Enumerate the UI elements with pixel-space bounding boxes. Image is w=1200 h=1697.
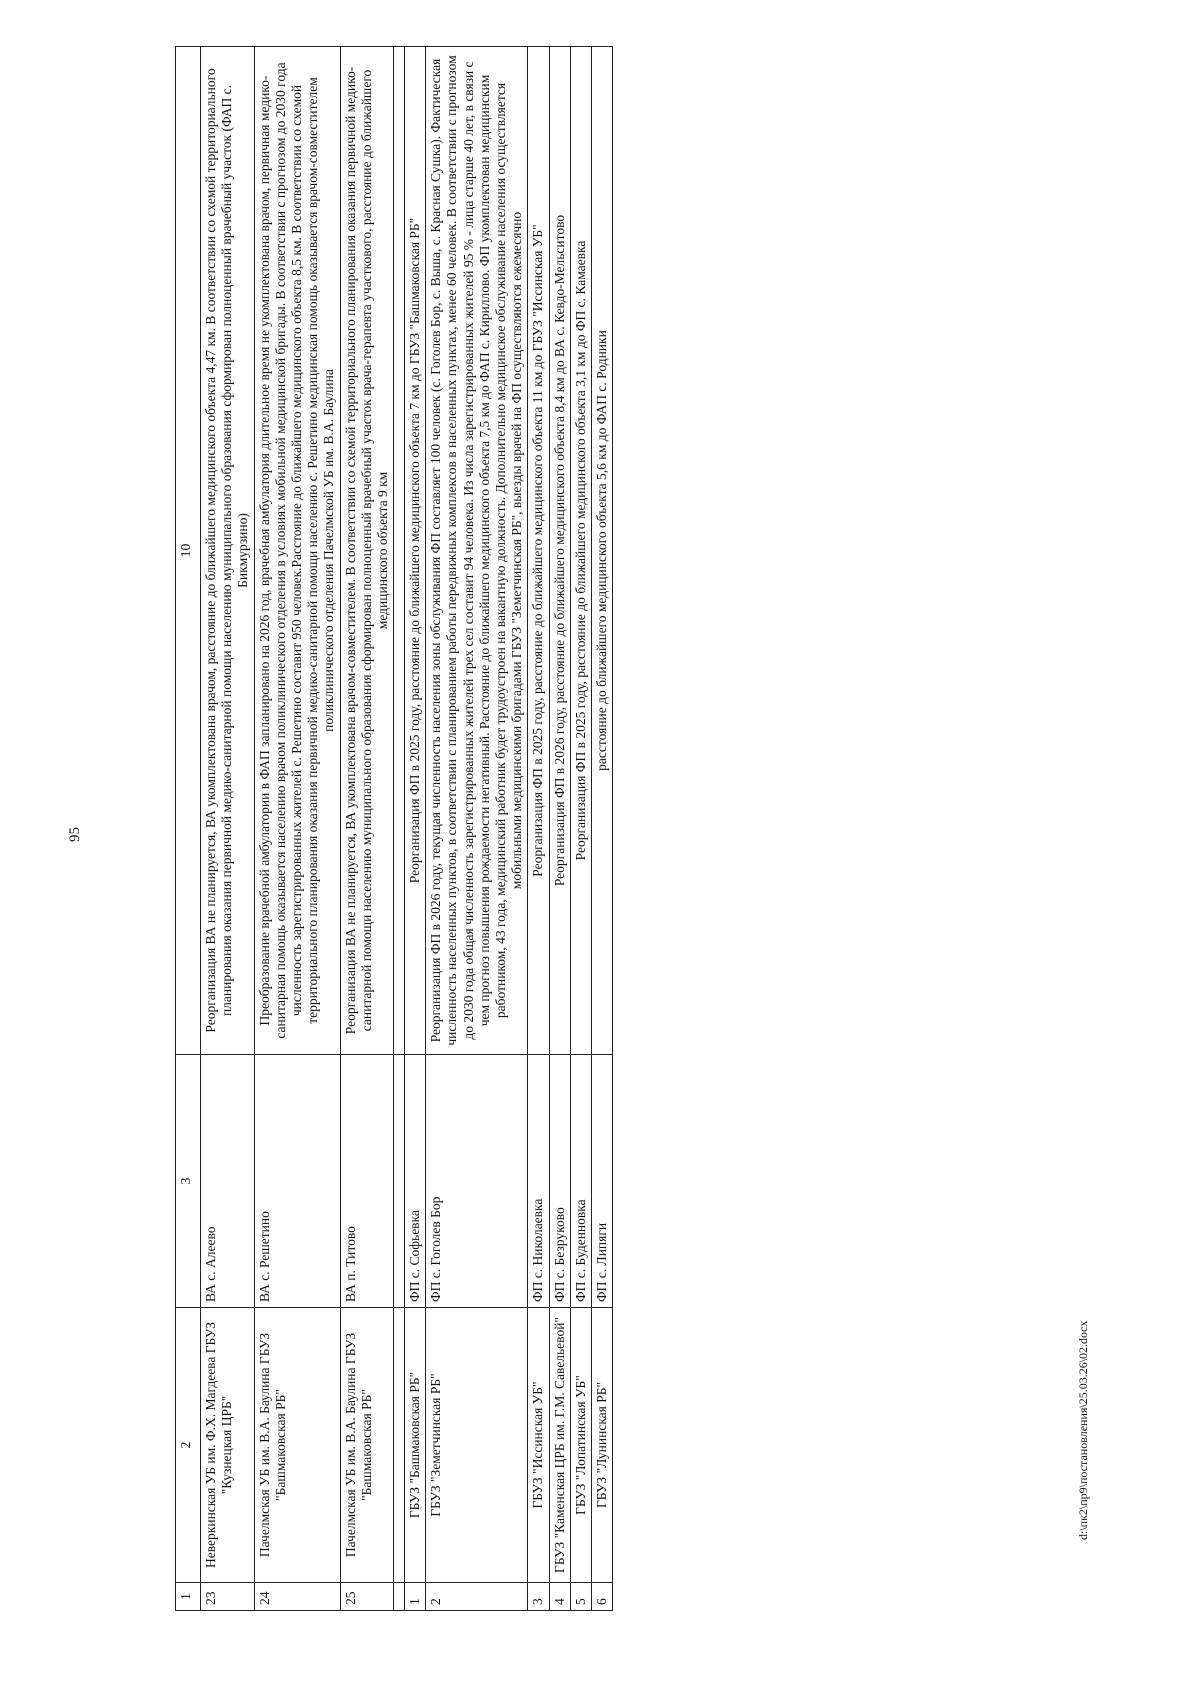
row-number: 3 — [528, 1583, 549, 1611]
table-row — [340, 47, 394, 1611]
facility-cell: ФП с. Гоголев Бор — [426, 1055, 528, 1308]
organization-cell: ГБУЗ "Иссинская УБ" — [528, 1308, 549, 1583]
description-cell: Реорганизация ФП в 2026 году, расстояние до ближайшего медицинского объекта 8,4 км до ВА с. Кевдо-Мельситово — [549, 47, 570, 1055]
facility-cell: ФП с. Николаевка — [528, 1055, 549, 1308]
row-number: 5 — [570, 1583, 591, 1611]
facility-cell: ВА с. Решетино — [254, 1055, 340, 1308]
description-cell: Преобразование врачебной амбулатории в ФАП запланировано на 2026 год, врачебная амбулатория длительное время не укомплектована врачом, первичная медико-санитарная помощь оказывается населению врачом поликлинического отделения в условиях мобильной медицинской бригады. В соответствии с прогнозом до 2030 года численность зарегистрированных жителей с. Решетино составит 950 человек.Расстояние до ближайшего медицинского объекта 8,5 км. В соответствии со схемой территориального планирования оказания первичной медико-санитарной помощи населению с. Решетино медицинская помощь оказывается врачом-совместителем поликлинического отделения Пачелмской УБ им. В.А. Баулина — [254, 47, 340, 1055]
description-cell: Реорганизация ФП в 2025 году, расстояние до ближайшего медицинского объекта 7 км до ГБУЗ "Башмаковская РБ" — [405, 47, 426, 1055]
table-section-b — [405, 47, 613, 1611]
table-row — [426, 47, 528, 1611]
row-number: 1 — [405, 1583, 426, 1611]
table-section-a — [201, 47, 394, 1611]
table-row — [201, 47, 255, 1611]
organization-cell: Пачелмская УБ им. В.А. Баулина ГБУЗ "Башмаковская РБ" — [254, 1308, 340, 1583]
facility-cell: ФП с. Липяги — [591, 1055, 612, 1308]
description-cell: Реорганизация ФП в 2025 году, расстояние до ближайшего медицинского объекта 11 км до ГБУЗ "Иссинская УБ" — [528, 47, 549, 1055]
organization-cell: ГБУЗ "Земетчинская РБ" — [426, 1308, 528, 1583]
separator-row — [394, 47, 405, 1611]
description-cell: Реорганизация ФП в 2026 году, текущая численность населения зоны обслуживания ФП составляет 100 человек (с. Гоголев Бор, с. Выша, с. Красная Сушка). Фактическая численность населенных пунктов, в соответствии с планированием работы передвижных комплексов в населенных пунктах, менее 60 человек. В соответствии с прогнозом до 2030 года общая численность зарегистрированных жителей трех сел составит 94 человека. Из числа зарегистрированных жителей 95 % - лица старше 40 лет, в связи с чем прогноз повышения рождаемости негативный. Расстояние до ближайшего медицинского объекта 7,5 км до ФАП с. Кириллово. ФП укомплектован медицинским работником, 43 года, медицинский работник будет трудоустроен на вакантную должность. Дополнительно медицинское обслуживание населения осуществляется мобильными медицинскими бригадами ГБУЗ "Земетчинская РБ", выезды врачей на ФП осуществляются ежемесячно — [426, 47, 528, 1055]
facility-cell: ФП с. Безруково — [549, 1055, 570, 1308]
description-cell: Реорганизация ВА не планируется, ВА укомплектована врачом, расстояние до ближайшего медицинского объекта 4,47 км. В соответствии со схемой территориального планирования оказания первичной медико-санитарной помощи населению муниципального образования сформирован полноценный врачебный участок (ФАП с. Бикмурзино) — [201, 47, 255, 1055]
row-number: 25 — [340, 1583, 394, 1611]
col-header-10: 10 — [176, 47, 201, 1055]
organization-cell: ГБУЗ "Лопатинская УБ" — [570, 1308, 591, 1583]
row-number: 24 — [254, 1583, 340, 1611]
facility-cell: ВА с. Алеево — [201, 1055, 255, 1308]
header-row — [176, 47, 201, 1611]
organization-cell: ГБУЗ "Лунинская РБ" — [591, 1308, 612, 1583]
table-row — [591, 47, 612, 1611]
row-number: 2 — [426, 1583, 528, 1611]
organization-cell: Неверкинская УБ им. Ф.Х. Магдеева ГБУЗ "Кузнецкая ЦРБ" — [201, 1308, 255, 1583]
table-row — [405, 47, 426, 1611]
description-cell: расстояние до ближайшего медицинского объекта 5,6 км до ФАП с. Родники — [591, 47, 612, 1055]
col-header-3: 3 — [176, 1055, 201, 1308]
facility-cell: ФП с. Софьевка — [405, 1055, 426, 1308]
col-header-2: 2 — [176, 1308, 201, 1583]
table-row — [549, 47, 570, 1611]
table-row — [570, 47, 591, 1611]
col-header-1: 1 — [176, 1583, 201, 1611]
footer-file-path: d:\пк2\пр9\постановления\25.03.26\02.docx — [1076, 1320, 1090, 1540]
facility-cell: ФП с. Буденновка — [570, 1055, 591, 1308]
row-number: 6 — [591, 1583, 612, 1611]
table-row — [528, 47, 549, 1611]
organization-cell: ГБУЗ "Каменская ЦРБ им. Г.М. Савельевой" — [549, 1308, 570, 1583]
organization-cell: Пачелмская УБ им. В.А. Баулина ГБУЗ "Башмаковская РБ" — [340, 1308, 394, 1583]
facility-cell: ВА п. Титово — [340, 1055, 394, 1308]
facilities-table — [175, 46, 613, 1611]
table-wrapper — [175, 46, 613, 1611]
row-number: 4 — [549, 1583, 570, 1611]
row-number: 23 — [201, 1583, 255, 1611]
description-cell: Реорганизация ВА не планируется, ВА укомплектована врачом-совместителем. В соответствии со схемой территориального планирования оказания первичной медико-санитарной помощи населению муниципального образования сформирован полноценный врачебный участок врача-терапевта участкового, расстояние до ближайшего медицинского объекта 9 км — [340, 47, 394, 1055]
description-cell: Реорганизация ФП в 2025 году, расстояние до ближайшего медицинского объекта 3,1 км до ФП с. Камаевка — [570, 47, 591, 1055]
organization-cell: ГБУЗ "Башмаковская РБ" — [405, 1308, 426, 1583]
table-row — [254, 47, 340, 1611]
page-number: 95 — [67, 827, 83, 842]
table-separator — [394, 47, 405, 1611]
